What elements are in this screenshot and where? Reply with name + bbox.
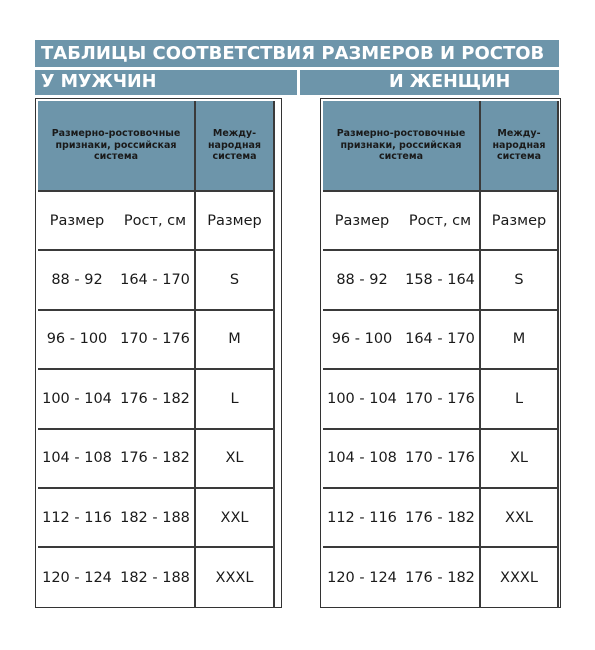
header-international-label: Между-народная система [207, 128, 262, 163]
table-cell-height: 176 - 182 [116, 370, 196, 429]
table-cell-intl-size: XXL [481, 489, 559, 548]
table-cell-size: 120 - 124 [327, 570, 397, 587]
women-size-table [323, 101, 559, 608]
table-cell-height: 176 - 182 [116, 430, 196, 489]
column-header-size: Размер [38, 192, 116, 251]
column-header-intl-size: Размер [196, 192, 275, 251]
table-cell-size: 96 - 100 [38, 311, 116, 370]
table-cell-intl-size: S [481, 251, 559, 310]
table-cell-height: 176 - 182 [401, 489, 481, 548]
table-cell-intl-size: M [481, 311, 559, 370]
table-cell-intl-size: XL [481, 430, 559, 489]
table-cell-height: 170 - 176 [116, 311, 196, 370]
header-russian-label: Размерно-ростовочные признаки, российская система [336, 128, 466, 163]
men-heading: У МУЖЧИН [35, 70, 297, 95]
column-header-height: Рост, см [116, 192, 196, 251]
table-cell-size: 88 - 92 [323, 251, 401, 310]
header-international-system [481, 101, 559, 192]
table-cell-intl-size: L [481, 370, 559, 429]
table-cell-height: 182 - 188 [116, 489, 196, 548]
column-header-height: Рост, см [401, 192, 481, 251]
table-cell-height: 164 - 170 [116, 251, 196, 310]
column-header-size: Размер [323, 192, 401, 251]
table-cell-intl-size: XXXL [481, 548, 559, 607]
table-cell-intl-size: XL [196, 430, 275, 489]
header-international-system [196, 101, 275, 192]
table-cell-intl-size: L [196, 370, 275, 429]
table-cell-intl-size: XXL [196, 489, 275, 548]
page-title: ТАБЛИЦЫ СООТВЕТСТВИЯ РАЗМЕРОВ И РОСТОВ [35, 40, 559, 67]
table-cell-size: 96 - 100 [323, 311, 401, 370]
table-cell-height: 164 - 170 [401, 311, 481, 370]
column-header-intl-size: Размер [481, 192, 559, 251]
table-cell-height: 176 - 182 [401, 548, 481, 607]
table-cell-intl-size: XXXL [196, 548, 275, 607]
table-cell-size: 104 - 108 [323, 430, 401, 489]
table-cell-size: 88 - 92 [38, 251, 116, 310]
header-russian-system [38, 101, 196, 192]
table-cell-size: 120 - 124 [42, 570, 112, 587]
table-cell-size: 104 - 108 [38, 430, 116, 489]
table-cell-intl-size: M [196, 311, 275, 370]
table-cell-size: 112 - 116 [38, 489, 116, 548]
header-russian-system [323, 101, 481, 192]
table-cell-size: 100 - 104 [38, 370, 116, 429]
table-cell-intl-size: S [196, 251, 275, 310]
header-international-label: Между-народная система [492, 128, 546, 163]
table-cell-height: 170 - 176 [401, 430, 481, 489]
table-cell-height: 170 - 176 [401, 370, 481, 429]
table-cell-size: 100 - 104 [323, 370, 401, 429]
men-size-table [38, 101, 275, 608]
table-cell-height: 158 - 164 [401, 251, 481, 310]
women-heading: И ЖЕНЩИН [300, 70, 559, 95]
table-cell-height: 182 - 188 [116, 548, 196, 607]
header-russian-label: Размерно-ростовочные признаки, российская система [51, 128, 181, 163]
table-cell-size: 112 - 116 [323, 489, 401, 548]
